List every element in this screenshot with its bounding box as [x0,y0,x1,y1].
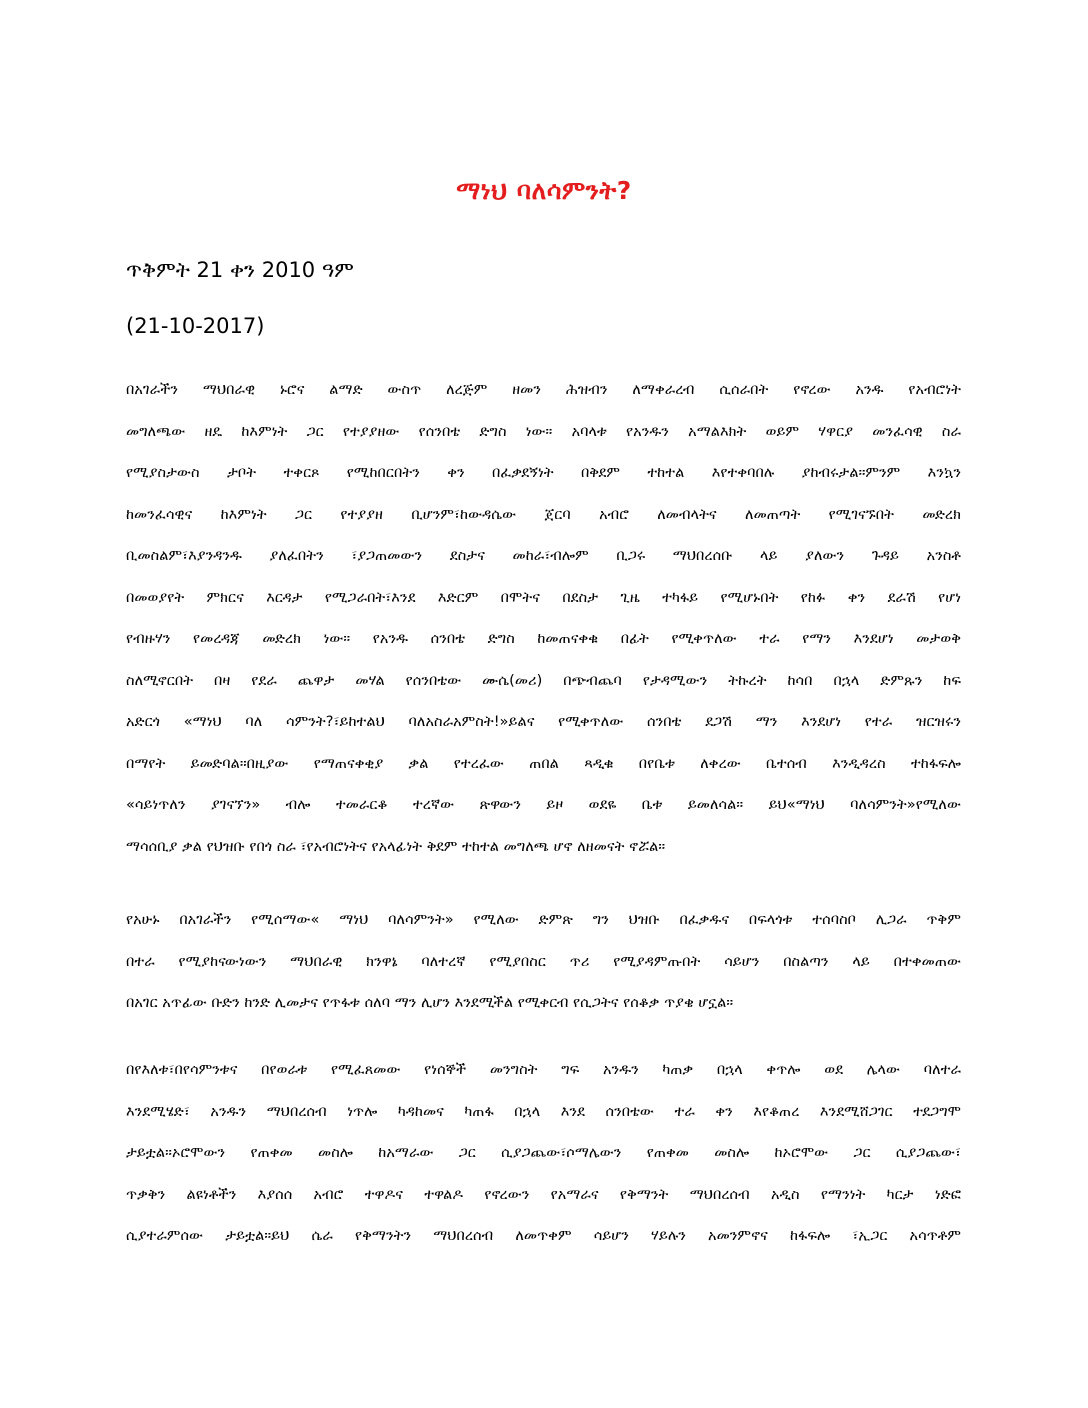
text-line: በየእለቱ፣በየሳምንቱና በየወራቱ የሚፈጸመው የነሰኞች መንግስት ግፍ አንዱን ካጠቃ በኋላ ቀጥሎ ወደ ሌላው ባለተራ [126,1061,961,1078]
text-line: የአሁኑ በአገራችን የሚሰማው« ማነህ ባለሳምንት» የሚለው ድምጽ ግን ህዝቡ በፈቃዱና በፍላጎቱ ተሰባስቦ ሊጋራ ጥቅም [126,911,961,928]
date-gregorian: (21-10-2017) [126,314,265,338]
paragraph-1 [126,369,961,867]
text-line: በማየት ይመድባል።በዚያው የማጠናቀቂያ ቃል የተረፈው ጠበል ጻዲቁ በየቤቱ ለቀረው ቤተሰብ እንዲዳረስ ተከፋፍሎ [126,754,961,772]
text-line: እንደሚሄድ፣ አንዱን ማህበረሰብ ነጥሎ ካዳከመና ካጠፋ በኋላ እንደ ሰንበቴው ተራ ቀን እየቆጠረ እንደሚሸጋገር ተደጋግሞ [126,1102,961,1120]
paragraph-2 [126,899,961,1024]
text-line: የሚያስታውስ ታቦት ተቀርጾ የሚከበርበትን ቀን በፈቃደኝነት በቅደም ተከተል እየተቀባበሉ ያከብሩታል።ምንም እንኳን [126,464,961,481]
text-line: በተራ የሚያከናውነውን ማህበራዊ ክንዋኔ ባለተረኛ የሚያበስር ጥሪ የሚያዳምጡበት ሳይሆን በስልጣን ላይ በተቀመጠው [126,952,961,970]
text-line: «ሳይነጥለን ያገናኘን» ብሎ ተመራርቆ ተረኛው ጽዋውን ይዞ ወደዬ ቤቱ ይመለሳል። ይህ«ማነህ ባለሳምንት»የሚለው [126,796,961,813]
paragraph-3 [126,1049,961,1257]
text-line: በአገራችን ማህበራዊ ኑሮና ልማድ ውስጥ ለረጅም ዘመን ሕዝብን ለማቀራረብ ሲሰራበት የኖረው አንዱ የአብሮነት [126,381,961,398]
text-line: የብዙሃን የመረዳጃ መድረክ ነው። የአንዱ ሰንበቴ ድግስ ከመጠናቀቁ በፊት የሚቀጥለው ተራ የማን እንደሆነ መታወቅ [126,630,961,647]
text-line: ከመንፈሳዊና ከእምነት ጋር የተያያዘ ቢሆንም፣ከውዳሴው ጀርባ አብሮ ለመብላትና ለመጠጣት የሚገናኙበት መድረክ [126,505,961,523]
document-title: ማነህ ባለሳምንት? [456,176,632,205]
text-line: ጥቃቅን ልዩነቶችን እያሰሰ አብሮ ተዋዶና ተዋልዶ የኖረውን የአማራና የቅማንት ማህበረሰብ አዲስ የማንነት ካርታ ነድፎ [126,1185,961,1203]
text-line: በአገር አጥፊው ቡድን ከንድ ሊመታና የጥፋቱ ሰለባ ማን ሊሆን እንደሚችል የሚቀርብ የሲጋትና የሰቆቃ ጥያቄ ሆኗል። [126,994,734,1011]
text-line: ታይቷል።ኦሮሞውን የጠቀመ መስሎ ከአማራው ጋር ሲያጋጨው፣ሶማሌውን የጠቀመ መስሎ ከኦሮሞው ጋር ሲያጋጨው፣ [126,1144,961,1161]
text-line: ሲያተራምሰው ታይቷል።ይህ ሴራ የቅማንትን ማህበረሰብ ለመጥቀም ሳይሆን ሃይሉን አመንምኖና ከፋፍሎ ፣ኢጋር አሳጥቶም [126,1227,961,1244]
date-ethiopian: ጥቅምት 21 ቀን 2010 ዓም [126,258,354,282]
text-line: ቢመስልም፣እያንዳንዱ ያለፈበትን ፣ያጋጠመውን ደስታና መከራ፣ብሎም ቢጋሩ ማህበረሰቡ ላይ ያለውን ጉዳይ አንስቶ [126,547,961,564]
text-line: መግለጫው ዘዴ ከእምነት ጋር የተያያዘው የሰንበቴ ድግስ ነው። አባላቱ የአንዱን አማልእክት ወይም ሃዋርያ መንፈሳዊ ስራ [126,422,961,440]
text-line: ስለሚኖርበት በዛ የደራ ጨዋታ መሃል የሰንበቴው ሙሴ(መሪ) በጭብጨባ የታዳሚውን ትኩረት ከሳበ በኋላ ድምጹን ከፍ [126,671,961,689]
text-line: በመወያየት ምክርና እርዳታ የሚጋራበት፣እንደ እድርም በሞትና በደስታ ጊዜ ተካፋይ የሚሆኑበት የከፉ ቀን ደራሽ የሆነ [126,588,961,606]
text-line: ማሳሰቢያ ቃል የህዝቡ የበጎ ስራ ፣የአብሮነትና የአላፊነት ቅደም ተከተል መግለጫ ሆኖ ለዘመናት ኖሯል። [126,837,666,855]
text-line: አድርጎ «ማነህ ባለ ሳምንት?፣ይከተልህ ባለአስራአምስት!»ይልና የሚቀጥለው ሰንበቴ ደጋሽ ማን እንደሆነ የተራ ዝርዝሩን [126,713,961,730]
